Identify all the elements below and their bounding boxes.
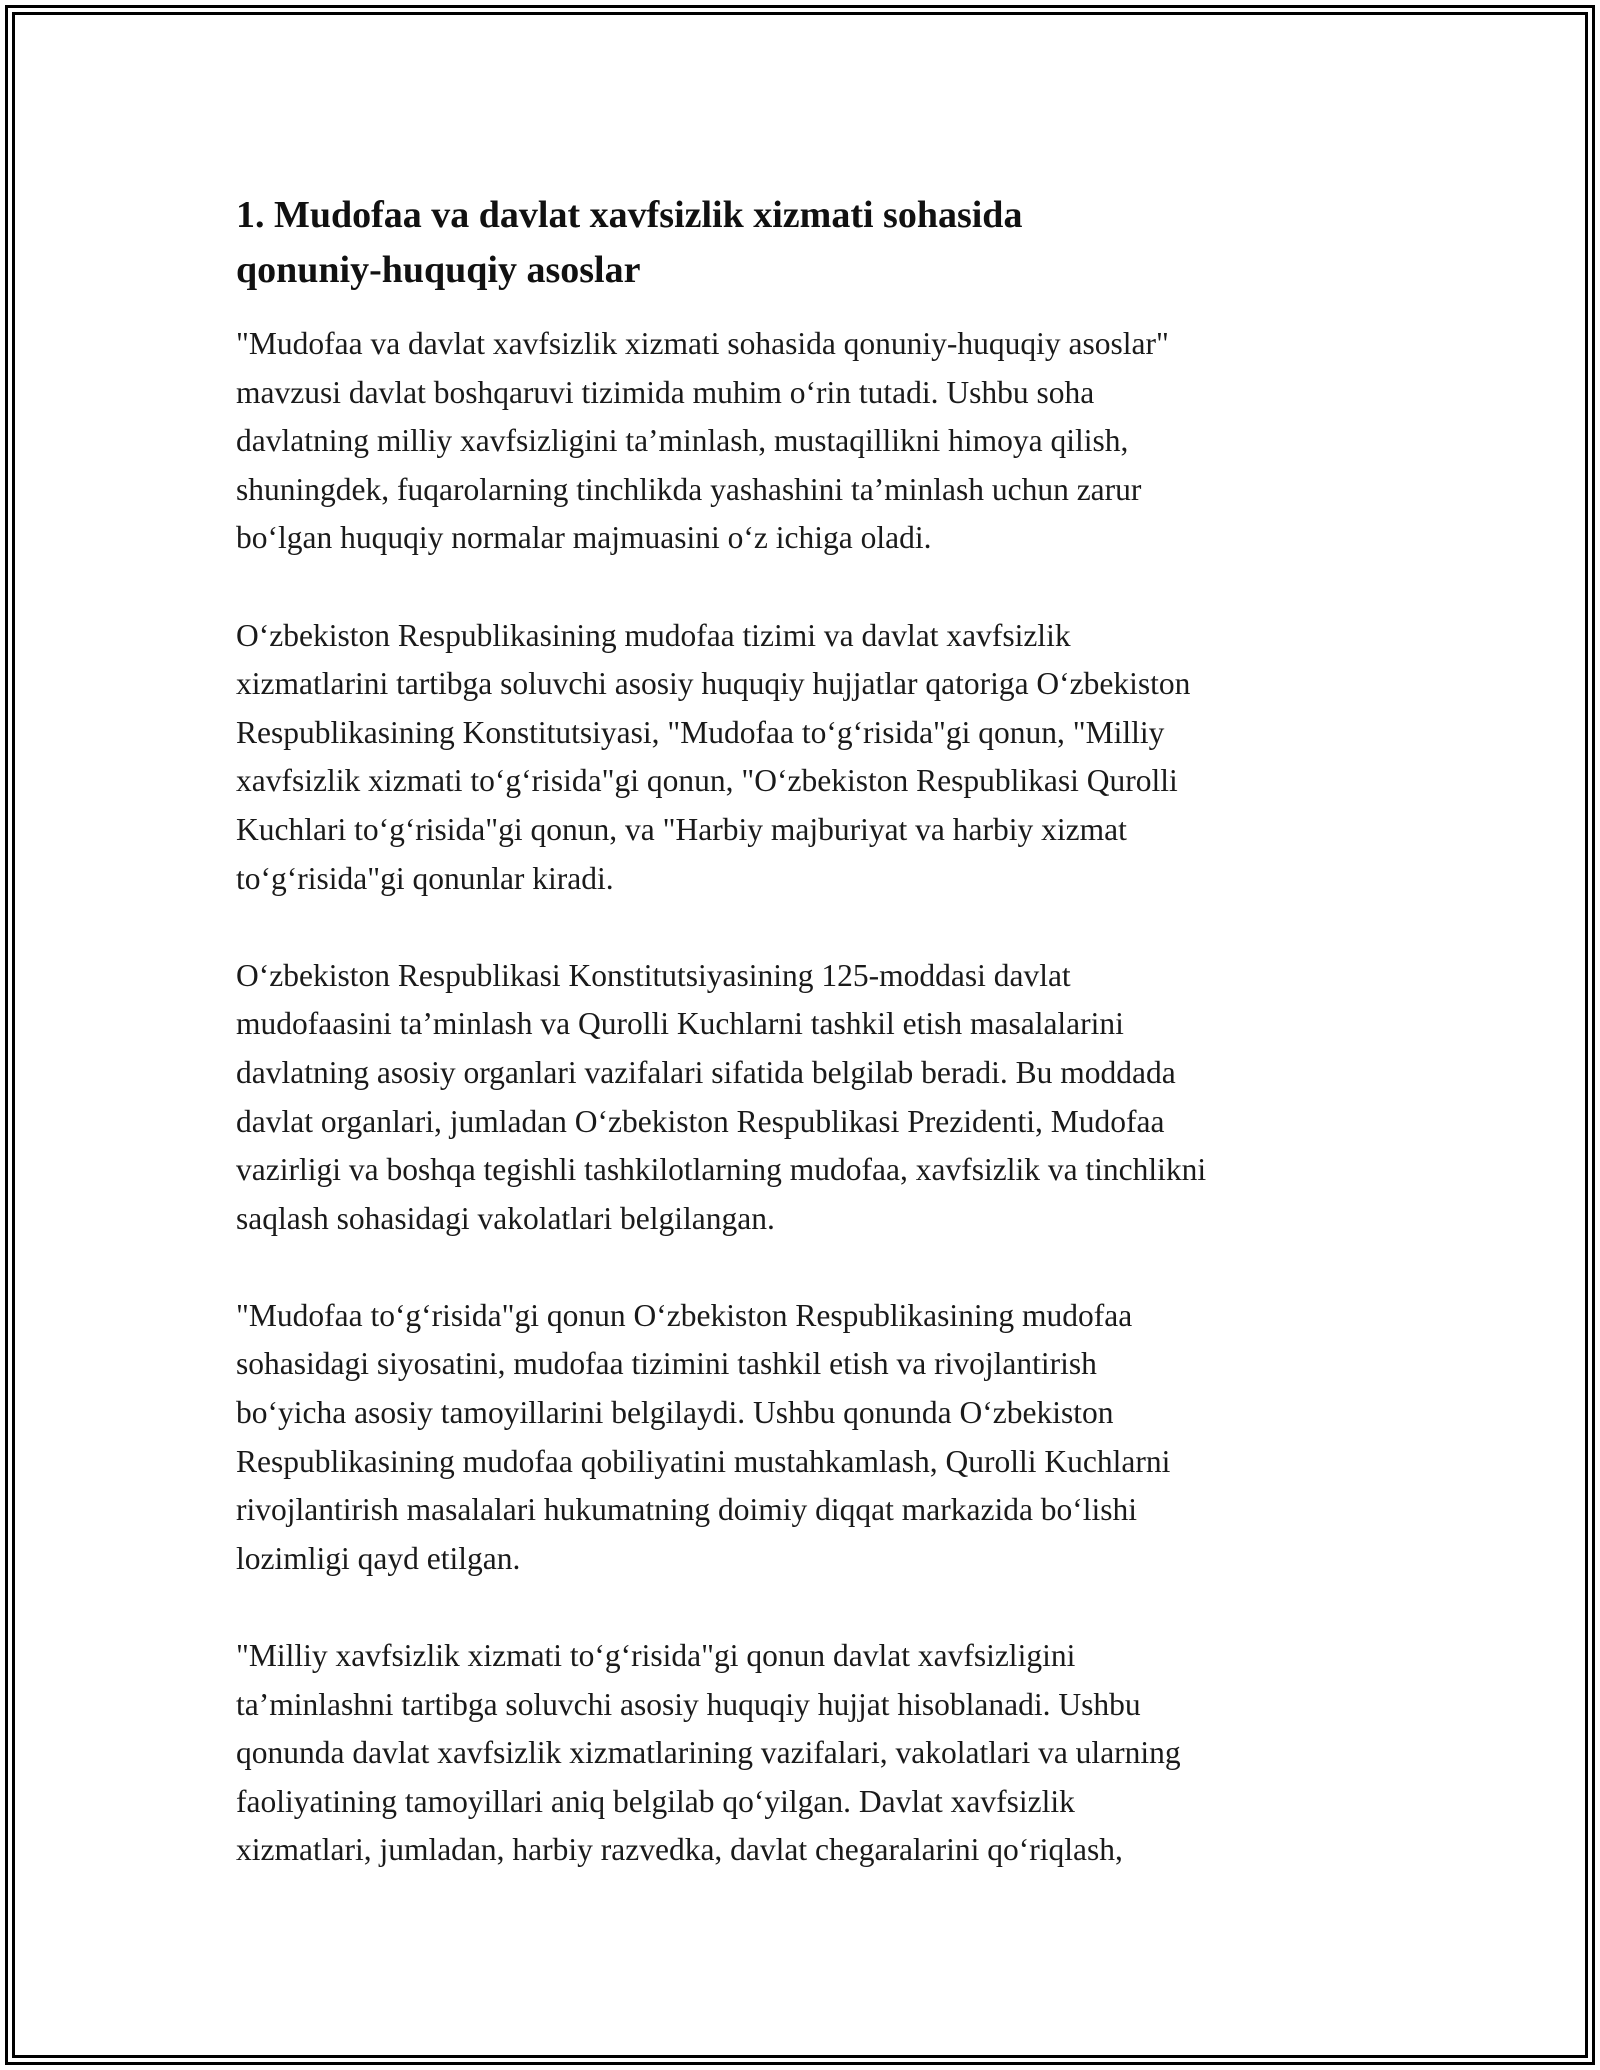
text-line: to‘g‘risida"gi qonunlar kiradi. xyxy=(236,860,614,896)
text-line: faoliyatining tamoyillari aniq belgilab qo‘yilgan. Davlat xavfsizlik xyxy=(236,1783,1075,1819)
text-line: ta’minlashni tartibga soluvchi asosiy huquqiy hujjat hisoblanadi. Ushbu xyxy=(236,1686,1141,1722)
text-line: "Milliy xavfsizlik xizmati to‘g‘risida"gi qonun davlat xavfsizligini xyxy=(236,1638,1076,1674)
text-line: mudofaasini ta’minlash va Qurolli Kuchlarni tashkil etish masalalarini xyxy=(236,1006,1124,1042)
document-body xyxy=(236,188,1376,1924)
text-line: xizmatlarini tartibga soluvchi asosiy huquqiy hujjatlar qatoriga O‘zbekiston xyxy=(236,666,1191,702)
paragraph-1 xyxy=(236,320,1376,563)
text-line: qonunda davlat xavfsizlik xizmatlarining vazifalari, vakolatlari va ularning xyxy=(236,1735,1181,1771)
text-line: davlat organlari, jumladan O‘zbekiston Respublikasi Prezidenti, Mudofaa xyxy=(236,1103,1165,1139)
text-line: "Mudofaa va davlat xavfsizlik xizmati sohasida qonuniy-huquqiy asoslar" xyxy=(236,326,1169,361)
text-line: rivojlantirish masalalari hukumatning doimiy diqqat markazida bo‘lishi xyxy=(236,1492,1138,1528)
text-line: Respublikasining Konstitutsiyasi, "Mudofaa to‘g‘risida"gi qonun, "Milliy xyxy=(236,714,1165,750)
paragraph-2 xyxy=(236,612,1376,904)
heading-line: 1. Mudofaa va davlat xavfsizlik xizmati sohasida xyxy=(236,194,1023,236)
text-line: Respublikasining mudofaa qobiliyatini mustahkamlash, Qurolli Kuchlarni xyxy=(236,1443,1171,1479)
text-line: shuningdek, fuqarolarning tinchlikda yashashini ta’minlash uchun zarur xyxy=(236,471,1142,507)
text-line: bo‘yicha asosiy tamoyillarini belgilaydi. Ushbu qonunda O‘zbekiston xyxy=(236,1395,1114,1431)
text-line: xizmatlari, jumladan, harbiy razvedka, davlat chegaralarini qo‘riqlash, xyxy=(236,1832,1123,1868)
paragraph-5 xyxy=(236,1632,1376,1875)
text-line: bo‘lgan huquqiy normalar majmuasini o‘z ichiga oladi. xyxy=(236,520,932,556)
text-line: O‘zbekiston Respublikasining mudofaa tizimi va davlat xavfsizlik xyxy=(236,617,1071,653)
text-line: lozimligi qayd etilgan. xyxy=(236,1540,521,1576)
text-line: xavfsizlik xizmati to‘g‘risida"gi qonun, "O‘zbekiston Respublikasi Qurolli xyxy=(236,763,1178,799)
text-line: mavzusi davlat boshqaruvi tizimida muhim o‘rin tutadi. Ushbu soha xyxy=(236,374,1095,410)
text-line: "Mudofaa to‘g‘risida"gi qonun O‘zbekiston Respublikasining mudofaa xyxy=(236,1297,1133,1333)
paragraph-3 xyxy=(236,952,1376,1244)
text-line: Kuchlari to‘g‘risida"gi qonun, va "Harbiy majburiyat va harbiy xizmat xyxy=(236,811,1127,847)
text-line: vazirligi va boshqa tegishli tashkilotlarning mudofaa, xavfsizlik va tinchlikni xyxy=(236,1152,1207,1188)
text-line: sohasidagi siyosatini, mudofaa tizimini tashkil etish va rivojlantirish xyxy=(236,1346,1097,1382)
heading-line: qonuniy-huquqiy asoslar xyxy=(236,249,641,291)
text-line: O‘zbekiston Respublikasi Konstitutsiyasining 125-moddasi davlat xyxy=(236,957,1071,993)
text-line: davlatning milliy xavfsizligini ta’minlash, mustaqillikni himoya qilish, xyxy=(236,423,1129,459)
paragraph-4 xyxy=(236,1292,1376,1584)
section-heading xyxy=(236,188,1376,298)
text-line: davlatning asosiy organlari vazifalari sifatida belgilab beradi. Bu moddada xyxy=(236,1054,1176,1090)
text-line: saqlash sohasidagi vakolatlari belgilangan. xyxy=(236,1200,775,1236)
